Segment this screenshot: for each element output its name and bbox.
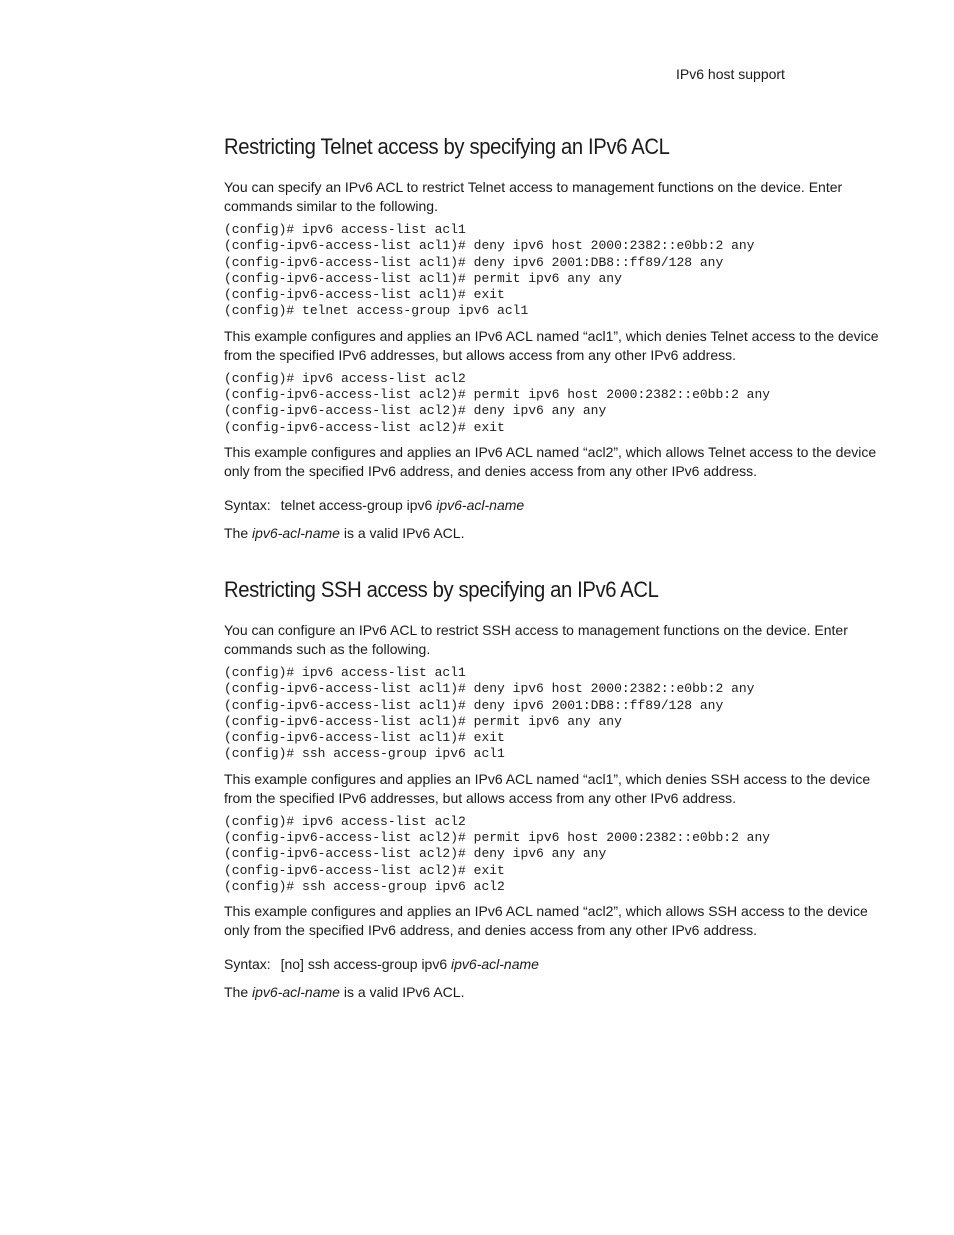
param-desc-suffix: is a valid IPv6 ACL.: [343, 524, 465, 541]
syntax-command: ssh access-group ipv6: [307, 956, 448, 973]
explain-paragraph-acl2: This example configures and applies an IPv6 ACL named “acl2”, which allows Telnet access to the device only from the specified IPv6 address, and denies access from any other IPv6 address.: [224, 443, 877, 479]
code-block-acl2: (config)# ipv6 access-list acl2 (config-ipv6-access-list acl2)# permit ipv6 host 2000:2382::e0bb:2 any (config-ipv6-access-list acl2)# deny ipv6 any any (config-ipv6-access-list acl2)# exit (config)# ssh access-group ipv6 acl2: [224, 813, 771, 894]
section-title: Restricting SSH access by specifying an IPv6 ACL: [224, 576, 659, 602]
param-desc-prefix: The: [224, 984, 249, 1001]
code-block-acl2: (config)# ipv6 access-list acl2 (config-ipv6-access-list acl2)# permit ipv6 host 2000:2382::e0bb:2 any (config-ipv6-access-list acl2)# deny ipv6 any any (config-ipv6-access-list acl2)# exit: [224, 370, 771, 435]
intro-paragraph: You can configure an IPv6 ACL to restrict SSH access to management functions on the device. Enter commands such as the following.: [224, 621, 848, 657]
syntax-command: telnet access-group ipv6: [280, 496, 433, 513]
section-ssh: [224, 575, 884, 1002]
code-block-acl1: (config)# ipv6 access-list acl1 (config-ipv6-access-list acl1)# deny ipv6 host 2000:2382::e0bb:2 any (config-ipv6-access-list acl1)# deny ipv6 2001:DB8::ff89/128 any (config-ipv6-access-list acl1)# permit ipv6 any any (config-ipv6-access-list acl1)# exit (config)# ssh access-group ipv6 acl1: [224, 664, 755, 762]
section-telnet: [224, 132, 884, 543]
section-title: Restricting Telnet access by specifying an IPv6 ACL: [224, 134, 670, 159]
param-desc-prefix: The: [224, 524, 249, 541]
explain-paragraph-acl2: This example configures and applies an IPv6 ACL named “acl2”, which allows SSH access to the device only from the specified IPv6 address, and denies access from any other IPv6 address.: [224, 903, 868, 939]
syntax-line: [224, 955, 884, 974]
parameter-description: [224, 524, 884, 543]
syntax-label: Syntax:: [224, 956, 271, 973]
param-desc-name: ipv6-acl-name: [252, 984, 340, 1001]
syntax-label: Syntax:: [224, 496, 271, 513]
syntax-parameter: ipv6-acl-name: [436, 496, 525, 513]
parameter-description: [224, 983, 884, 1002]
code-block-acl1: (config)# ipv6 access-list acl1 (config-ipv6-access-list acl1)# deny ipv6 host 2000:2382::e0bb:2 any (config-ipv6-access-list acl1)# deny ipv6 2001:DB8::ff89/128 any (config-ipv6-access-list acl1)# permit ipv6 any any (config-ipv6-access-list acl1)# exit (config)# telnet access-group ipv6 acl1: [224, 222, 755, 319]
param-desc-name: ipv6-acl-name: [252, 524, 340, 541]
syntax-no-option: [no]: [280, 956, 304, 973]
explain-paragraph-acl1: This example configures and applies an IPv6 ACL named “acl1”, which denies Telnet access to the device from the specified IPv6 addresses, but allows access from any other IPv6 address.: [224, 327, 879, 363]
syntax-line: [224, 496, 884, 515]
explain-paragraph-acl1: This example configures and applies an IPv6 ACL named “acl1”, which denies SSH access to the device from the specified IPv6 addresses, but allows access from any other IPv6 address.: [224, 770, 871, 806]
intro-paragraph: You can specify an IPv6 ACL to restrict Telnet access to management functions on the device. Enter commands similar to the following.: [224, 179, 843, 214]
syntax-parameter: ipv6-acl-name: [451, 956, 539, 973]
running-header: IPv6 host support: [676, 66, 785, 82]
page-content: [224, 132, 884, 1008]
param-desc-suffix: is a valid IPv6 ACL.: [343, 984, 465, 1001]
